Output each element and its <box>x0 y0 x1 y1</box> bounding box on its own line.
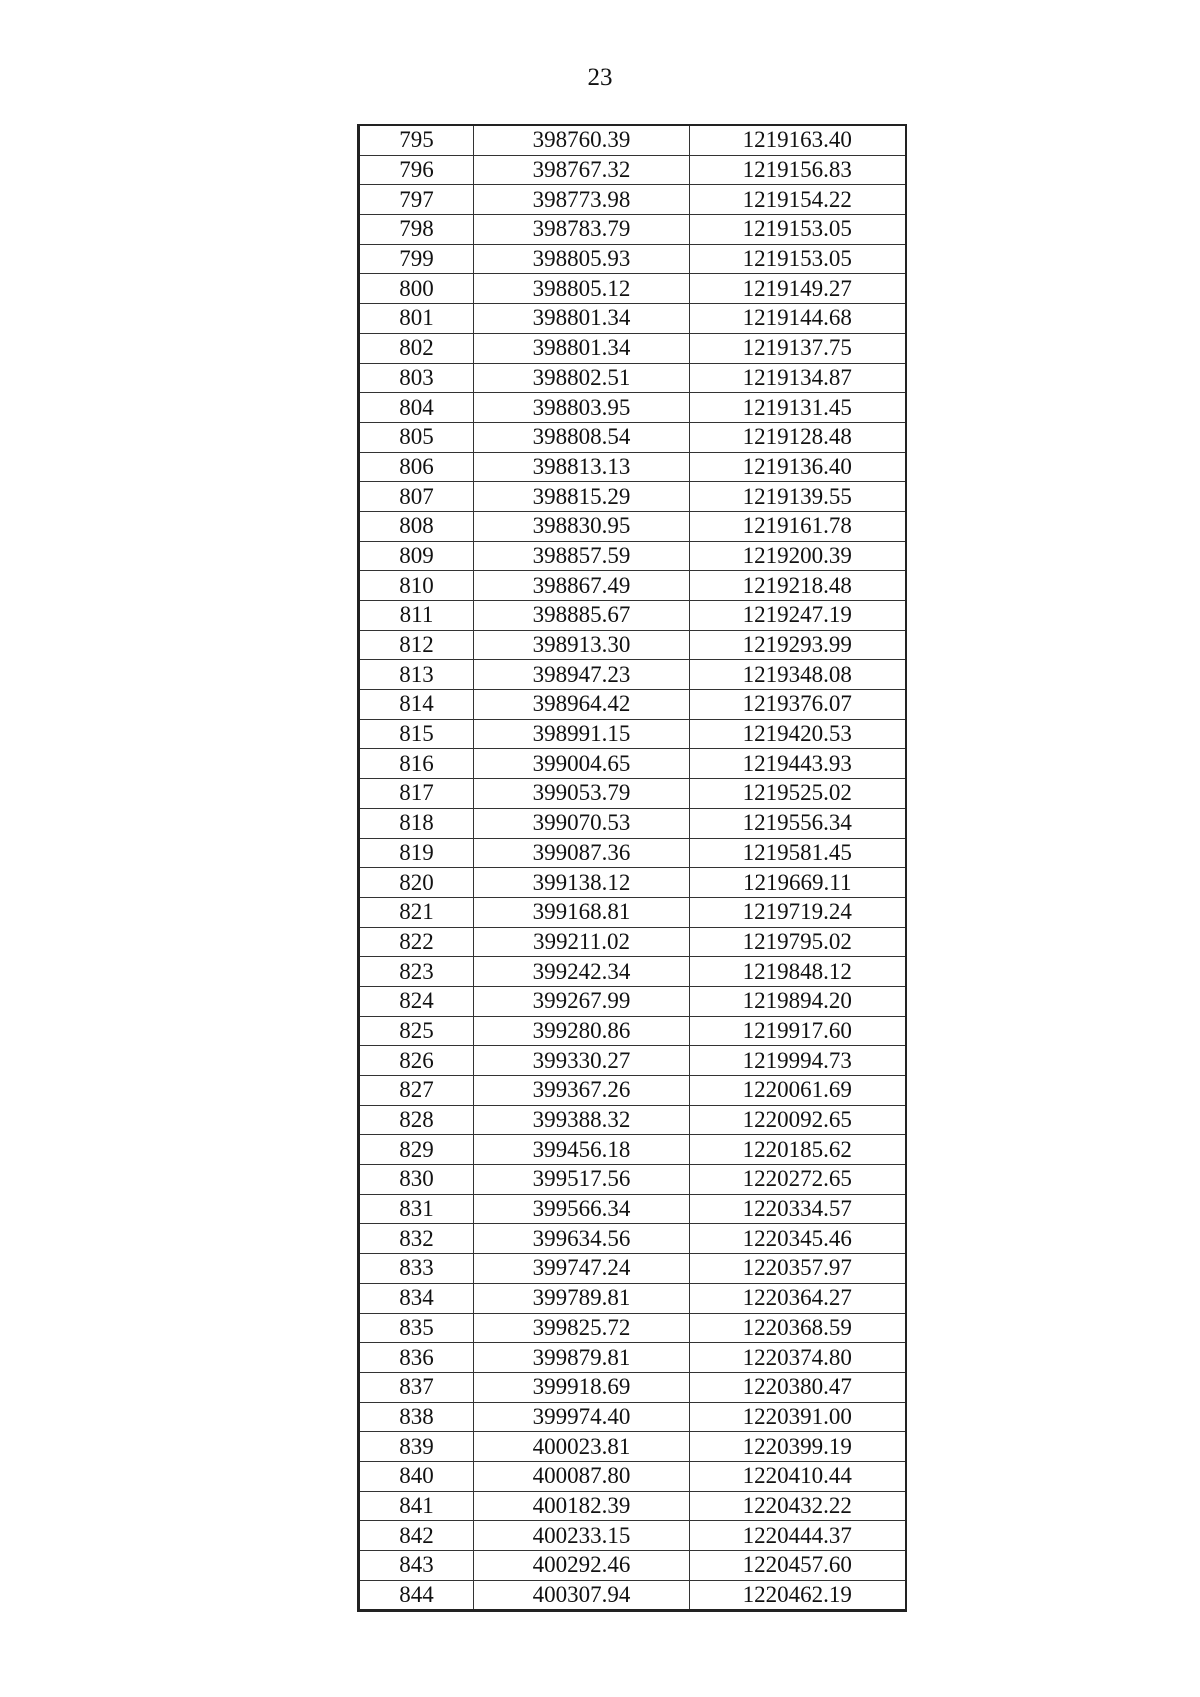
x-coordinate-cell: 399789.81 <box>474 1283 690 1313</box>
point-number-cell: 817 <box>359 779 474 809</box>
point-number-cell: 815 <box>359 719 474 749</box>
y-coordinate-cell: 1220462.19 <box>690 1580 906 1611</box>
table-row <box>359 1016 906 1046</box>
point-number-cell: 823 <box>359 957 474 987</box>
x-coordinate-cell: 398802.51 <box>474 363 690 393</box>
y-coordinate-cell: 1219994.73 <box>690 1046 906 1076</box>
x-coordinate-cell: 400023.81 <box>474 1432 690 1462</box>
x-coordinate-cell: 399070.53 <box>474 808 690 838</box>
point-number-cell: 805 <box>359 422 474 452</box>
table-row <box>359 868 906 898</box>
x-coordinate-cell: 398913.30 <box>474 630 690 660</box>
y-coordinate-cell: 1219200.39 <box>690 541 906 571</box>
x-coordinate-cell: 399242.34 <box>474 957 690 987</box>
y-coordinate-cell: 1220399.19 <box>690 1432 906 1462</box>
coordinates-table <box>357 124 907 1612</box>
point-number-cell: 796 <box>359 155 474 185</box>
table-row <box>359 541 906 571</box>
point-number-cell: 843 <box>359 1551 474 1581</box>
point-number-cell: 800 <box>359 274 474 304</box>
x-coordinate-cell: 398805.93 <box>474 244 690 274</box>
x-coordinate-cell: 398808.54 <box>474 422 690 452</box>
table-row <box>359 1402 906 1432</box>
y-coordinate-cell: 1219525.02 <box>690 779 906 809</box>
point-number-cell: 833 <box>359 1254 474 1284</box>
table-row <box>359 1432 906 1462</box>
point-number-cell: 809 <box>359 541 474 571</box>
y-coordinate-cell: 1219719.24 <box>690 897 906 927</box>
table-row <box>359 927 906 957</box>
y-coordinate-cell: 1219128.48 <box>690 422 906 452</box>
y-coordinate-cell: 1219153.05 <box>690 215 906 245</box>
point-number-cell: 840 <box>359 1461 474 1491</box>
y-coordinate-cell: 1219149.27 <box>690 274 906 304</box>
y-coordinate-cell: 1220391.00 <box>690 1402 906 1432</box>
table-row <box>359 185 906 215</box>
table-row <box>359 1194 906 1224</box>
point-number-cell: 821 <box>359 897 474 927</box>
y-coordinate-cell: 1219131.45 <box>690 393 906 423</box>
y-coordinate-cell: 1220357.97 <box>690 1254 906 1284</box>
table-row <box>359 1105 906 1135</box>
point-number-cell: 801 <box>359 304 474 334</box>
point-number-cell: 829 <box>359 1135 474 1165</box>
point-number-cell: 803 <box>359 363 474 393</box>
table-row <box>359 1551 906 1581</box>
y-coordinate-cell: 1219247.19 <box>690 601 906 631</box>
table-row <box>359 808 906 838</box>
point-number-cell: 795 <box>359 125 474 155</box>
table-row <box>359 601 906 631</box>
x-coordinate-cell: 399004.65 <box>474 749 690 779</box>
x-coordinate-cell: 398857.59 <box>474 541 690 571</box>
table-row <box>359 660 906 690</box>
point-number-cell: 836 <box>359 1343 474 1373</box>
y-coordinate-cell: 1220374.80 <box>690 1343 906 1373</box>
x-coordinate-cell: 399330.27 <box>474 1046 690 1076</box>
point-number-cell: 808 <box>359 511 474 541</box>
point-number-cell: 824 <box>359 986 474 1016</box>
x-coordinate-cell: 399825.72 <box>474 1313 690 1343</box>
x-coordinate-cell: 399879.81 <box>474 1343 690 1373</box>
table-row <box>359 155 906 185</box>
x-coordinate-cell: 398801.34 <box>474 333 690 363</box>
x-coordinate-cell: 398773.98 <box>474 185 690 215</box>
y-coordinate-cell: 1219348.08 <box>690 660 906 690</box>
x-coordinate-cell: 399974.40 <box>474 1402 690 1432</box>
y-coordinate-cell: 1219556.34 <box>690 808 906 838</box>
y-coordinate-cell: 1219420.53 <box>690 719 906 749</box>
point-number-cell: 799 <box>359 244 474 274</box>
point-number-cell: 811 <box>359 601 474 631</box>
y-coordinate-cell: 1220457.60 <box>690 1551 906 1581</box>
point-number-cell: 810 <box>359 571 474 601</box>
y-coordinate-cell: 1219581.45 <box>690 838 906 868</box>
x-coordinate-cell: 399087.36 <box>474 838 690 868</box>
x-coordinate-cell: 400233.15 <box>474 1521 690 1551</box>
table-row <box>359 690 906 720</box>
x-coordinate-cell: 400307.94 <box>474 1580 690 1611</box>
y-coordinate-cell: 1220410.44 <box>690 1461 906 1491</box>
x-coordinate-cell: 398803.95 <box>474 393 690 423</box>
y-coordinate-cell: 1220368.59 <box>690 1313 906 1343</box>
x-coordinate-cell: 398760.39 <box>474 125 690 155</box>
y-coordinate-cell: 1219161.78 <box>690 511 906 541</box>
y-coordinate-cell: 1220345.46 <box>690 1224 906 1254</box>
y-coordinate-cell: 1219144.68 <box>690 304 906 334</box>
x-coordinate-cell: 398964.42 <box>474 690 690 720</box>
page-number: 23 <box>587 64 613 91</box>
table-row <box>359 363 906 393</box>
y-coordinate-cell: 1220364.27 <box>690 1283 906 1313</box>
point-number-cell: 837 <box>359 1372 474 1402</box>
table-row <box>359 779 906 809</box>
y-coordinate-cell: 1220334.57 <box>690 1194 906 1224</box>
y-coordinate-cell: 1220092.65 <box>690 1105 906 1135</box>
point-number-cell: 841 <box>359 1491 474 1521</box>
table-row <box>359 1283 906 1313</box>
y-coordinate-cell: 1220380.47 <box>690 1372 906 1402</box>
y-coordinate-cell: 1219376.07 <box>690 690 906 720</box>
y-coordinate-cell: 1220061.69 <box>690 1076 906 1106</box>
point-number-cell: 818 <box>359 808 474 838</box>
point-number-cell: 804 <box>359 393 474 423</box>
y-coordinate-cell: 1219293.99 <box>690 630 906 660</box>
x-coordinate-cell: 398805.12 <box>474 274 690 304</box>
x-coordinate-cell: 398783.79 <box>474 215 690 245</box>
table-row <box>359 1580 906 1611</box>
point-number-cell: 820 <box>359 868 474 898</box>
x-coordinate-cell: 398815.29 <box>474 482 690 512</box>
table-row <box>359 1313 906 1343</box>
y-coordinate-cell: 1220444.37 <box>690 1521 906 1551</box>
table-row <box>359 1165 906 1195</box>
x-coordinate-cell: 400292.46 <box>474 1551 690 1581</box>
point-number-cell: 830 <box>359 1165 474 1195</box>
table-row <box>359 571 906 601</box>
table-row <box>359 274 906 304</box>
x-coordinate-cell: 399517.56 <box>474 1165 690 1195</box>
point-number-cell: 822 <box>359 927 474 957</box>
table-row <box>359 452 906 482</box>
table-row <box>359 1076 906 1106</box>
point-number-cell: 813 <box>359 660 474 690</box>
x-coordinate-cell: 398947.23 <box>474 660 690 690</box>
x-coordinate-cell: 398830.95 <box>474 511 690 541</box>
table-row <box>359 393 906 423</box>
x-coordinate-cell: 399918.69 <box>474 1372 690 1402</box>
y-coordinate-cell: 1219443.93 <box>690 749 906 779</box>
y-coordinate-cell: 1219154.22 <box>690 185 906 215</box>
point-number-cell: 816 <box>359 749 474 779</box>
y-coordinate-cell: 1220432.22 <box>690 1491 906 1521</box>
x-coordinate-cell: 399634.56 <box>474 1224 690 1254</box>
x-coordinate-cell: 399267.99 <box>474 986 690 1016</box>
x-coordinate-cell: 398801.34 <box>474 304 690 334</box>
y-coordinate-cell: 1219795.02 <box>690 927 906 957</box>
x-coordinate-cell: 398867.49 <box>474 571 690 601</box>
y-coordinate-cell: 1220185.62 <box>690 1135 906 1165</box>
point-number-cell: 819 <box>359 838 474 868</box>
point-number-cell: 834 <box>359 1283 474 1313</box>
table-row <box>359 630 906 660</box>
point-number-cell: 802 <box>359 333 474 363</box>
table-row <box>359 719 906 749</box>
table-row <box>359 511 906 541</box>
x-coordinate-cell: 399138.12 <box>474 868 690 898</box>
table-row <box>359 749 906 779</box>
table-row <box>359 482 906 512</box>
x-coordinate-cell: 399367.26 <box>474 1076 690 1106</box>
table-row <box>359 986 906 1016</box>
x-coordinate-cell: 398991.15 <box>474 719 690 749</box>
point-number-cell: 827 <box>359 1076 474 1106</box>
y-coordinate-cell: 1219218.48 <box>690 571 906 601</box>
y-coordinate-cell: 1219137.75 <box>690 333 906 363</box>
y-coordinate-cell: 1219917.60 <box>690 1016 906 1046</box>
point-number-cell: 839 <box>359 1432 474 1462</box>
table-row <box>359 125 906 155</box>
table-row <box>359 333 906 363</box>
y-coordinate-cell: 1219139.55 <box>690 482 906 512</box>
y-coordinate-cell: 1219153.05 <box>690 244 906 274</box>
point-number-cell: 825 <box>359 1016 474 1046</box>
table-row <box>359 897 906 927</box>
table-row <box>359 215 906 245</box>
y-coordinate-cell: 1219163.40 <box>690 125 906 155</box>
table-row <box>359 838 906 868</box>
table-row <box>359 1343 906 1373</box>
point-number-cell: 828 <box>359 1105 474 1135</box>
table-row <box>359 1491 906 1521</box>
point-number-cell: 806 <box>359 452 474 482</box>
point-number-cell: 826 <box>359 1046 474 1076</box>
x-coordinate-cell: 398767.32 <box>474 155 690 185</box>
point-number-cell: 831 <box>359 1194 474 1224</box>
point-number-cell: 798 <box>359 215 474 245</box>
table-row <box>359 422 906 452</box>
x-coordinate-cell: 398885.67 <box>474 601 690 631</box>
table-row <box>359 1521 906 1551</box>
x-coordinate-cell: 399566.34 <box>474 1194 690 1224</box>
x-coordinate-cell: 399747.24 <box>474 1254 690 1284</box>
point-number-cell: 807 <box>359 482 474 512</box>
y-coordinate-cell: 1219134.87 <box>690 363 906 393</box>
x-coordinate-cell: 399280.86 <box>474 1016 690 1046</box>
x-coordinate-cell: 400087.80 <box>474 1461 690 1491</box>
point-number-cell: 844 <box>359 1580 474 1611</box>
table-row <box>359 1135 906 1165</box>
x-coordinate-cell: 399211.02 <box>474 927 690 957</box>
y-coordinate-cell: 1219156.83 <box>690 155 906 185</box>
point-number-cell: 835 <box>359 1313 474 1343</box>
table-row <box>359 1224 906 1254</box>
x-coordinate-cell: 398813.13 <box>474 452 690 482</box>
table-row <box>359 304 906 334</box>
point-number-cell: 838 <box>359 1402 474 1432</box>
x-coordinate-cell: 400182.39 <box>474 1491 690 1521</box>
point-number-cell: 812 <box>359 630 474 660</box>
table-row <box>359 1254 906 1284</box>
x-coordinate-cell: 399456.18 <box>474 1135 690 1165</box>
y-coordinate-cell: 1219669.11 <box>690 868 906 898</box>
y-coordinate-cell: 1219848.12 <box>690 957 906 987</box>
point-number-cell: 842 <box>359 1521 474 1551</box>
table-row <box>359 1372 906 1402</box>
table-row <box>359 1461 906 1491</box>
table-row <box>359 957 906 987</box>
x-coordinate-cell: 399168.81 <box>474 897 690 927</box>
y-coordinate-cell: 1220272.65 <box>690 1165 906 1195</box>
coordinates-table-body <box>359 125 906 1611</box>
x-coordinate-cell: 399053.79 <box>474 779 690 809</box>
point-number-cell: 797 <box>359 185 474 215</box>
y-coordinate-cell: 1219136.40 <box>690 452 906 482</box>
y-coordinate-cell: 1219894.20 <box>690 986 906 1016</box>
table-row <box>359 1046 906 1076</box>
point-number-cell: 832 <box>359 1224 474 1254</box>
x-coordinate-cell: 399388.32 <box>474 1105 690 1135</box>
point-number-cell: 814 <box>359 690 474 720</box>
table-row <box>359 244 906 274</box>
